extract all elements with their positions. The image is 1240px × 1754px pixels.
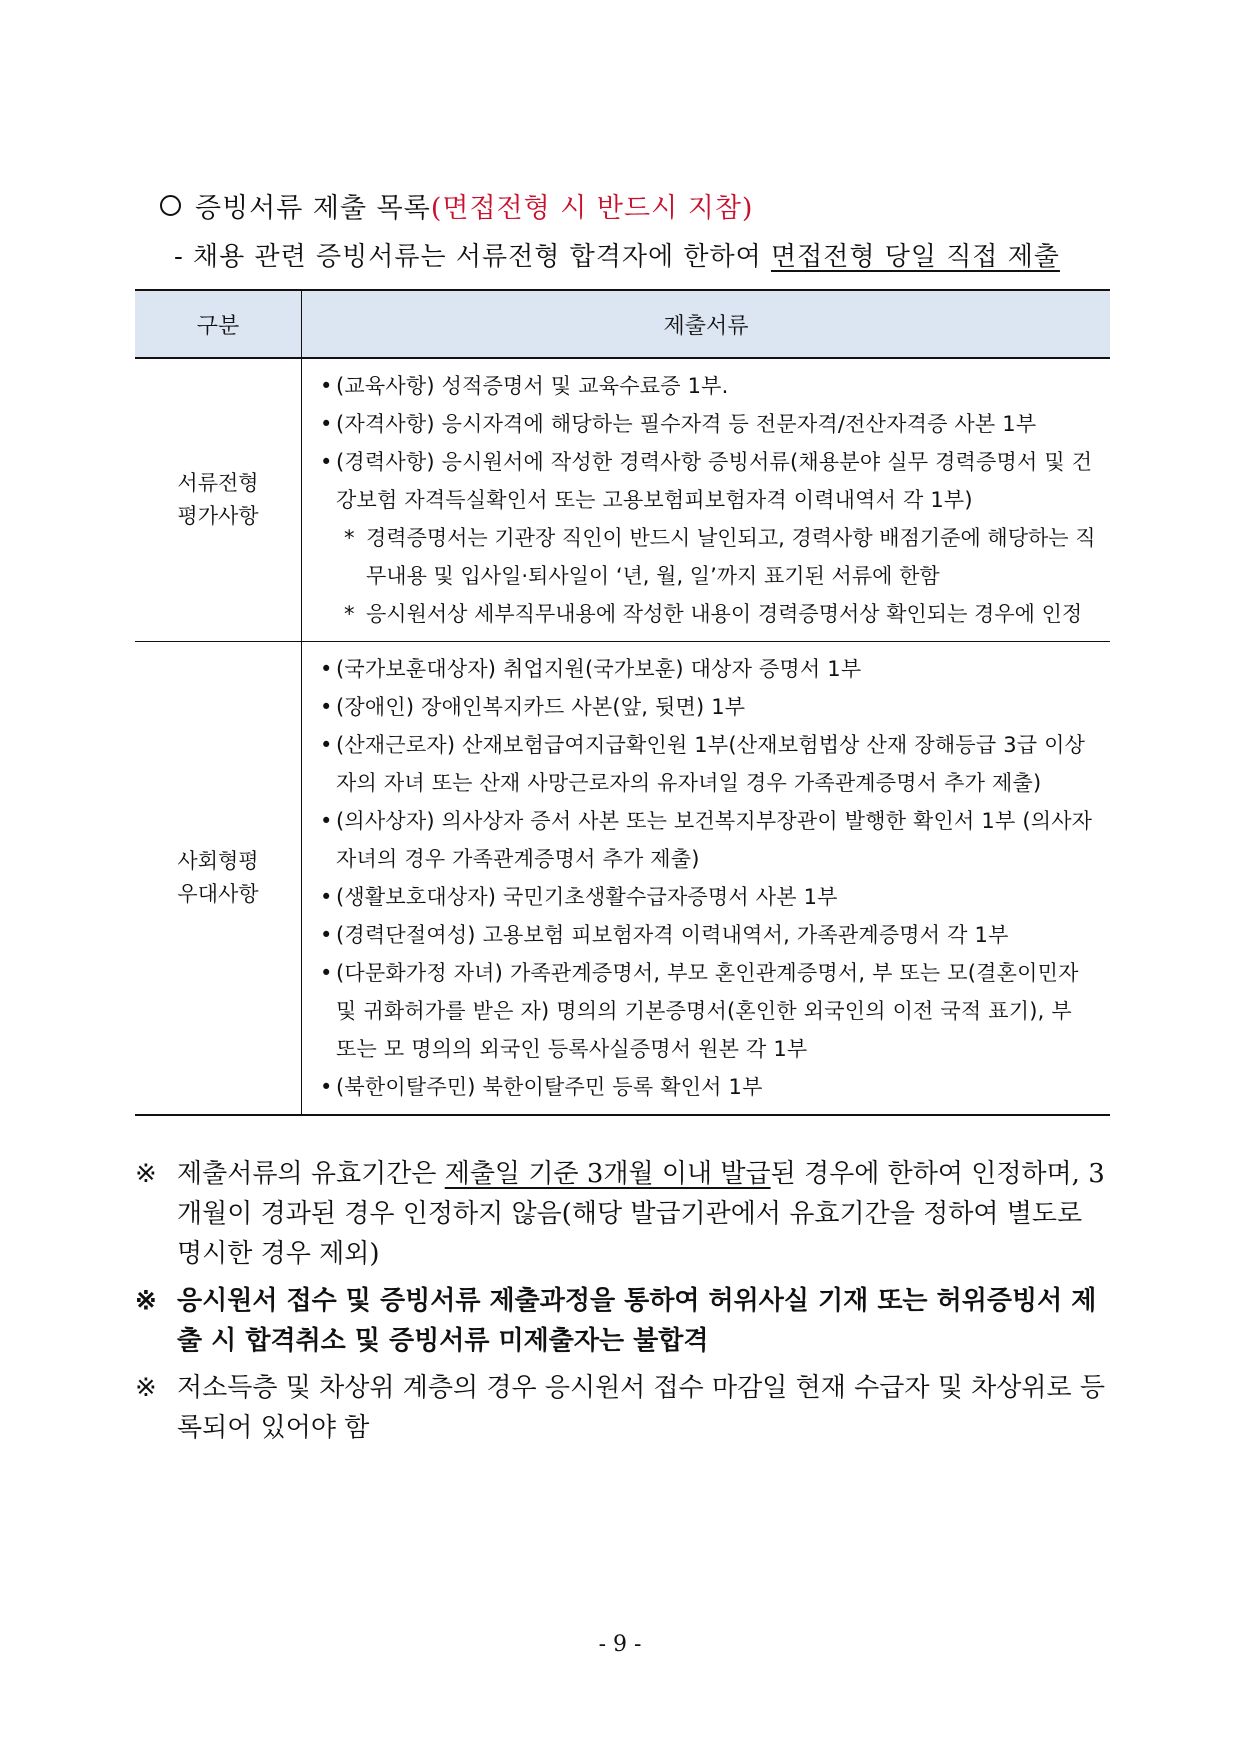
circle-bullet-icon (160, 195, 181, 216)
header-documents: 제출서류 (302, 290, 1111, 358)
items-cell (302, 642, 1111, 1116)
reference-mark-icon: ※ (135, 1286, 157, 1316)
documents-table (135, 289, 1110, 1116)
page-number: - 9 - (598, 1632, 642, 1657)
note-item: * 경력증명서는 기관장 직인이 반드시 날인되고, 경력사항 배점기준에 해당하는 직무내용 및 입사일·퇴사일이 ‘년, 월, 일’까지 표기된 서류에 한함 (320, 519, 1096, 595)
table-row (135, 642, 1110, 1116)
section-subheading (174, 236, 1060, 273)
items-cell (302, 358, 1111, 642)
list-item: • (산재근로자) 산재보험급여지급확인원 1부(산재보험법상 산재 장해등급 3급 이상자의 자녀 또는 산재 사망근로자의 유자녀일 경우 가족관계증명서 추가 제출) (320, 726, 1096, 802)
category-line: 사회형평 (177, 849, 259, 873)
list-item: • (생활보호대상자) 국민기초생활수급자증명서 사본 1부 (320, 878, 1096, 916)
category-cell (135, 642, 302, 1116)
header-category: 구분 (135, 290, 302, 358)
reference-mark-icon: ※ (135, 1159, 157, 1189)
category-line: 평가사항 (177, 504, 259, 528)
list-item: • (북한이탈주민) 북한이탈주민 등록 확인서 1부 (320, 1068, 1096, 1106)
remark-text: 저소득층 및 차상위 계층의 경우 응시원서 접수 마감일 현재 수급자 및 차상위로 등록되어 있어야 함 (177, 1373, 1106, 1443)
list-item: • (국가보훈대상자) 취업지원(국가보훈) 대상자 증명서 1부 (320, 650, 1096, 688)
category-line: 우대사항 (177, 882, 259, 906)
list-item: • (경력사항) 응시원서에 작성한 경력사항 증빙서류(채용분야 실무 경력증명서 및 건강보험 자격득실확인서 또는 고용보험피보험자격 이력내역서 각 1부) (320, 443, 1096, 519)
remark-validity (135, 1154, 1110, 1274)
list-item: • (의사상자) 의사상자 증서 사본 또는 보건복지부장관이 발행한 확인서 1부 (의사자 자녀의 경우 가족관계증명서 추가 제출) (320, 802, 1096, 878)
remark-false-info (135, 1281, 1110, 1361)
section-heading (160, 186, 753, 225)
list-item: • (다문화가정 자녀) 가족관계증명서, 부모 혼인관계증명서, 부 또는 모(결혼이민자 및 귀화허가를 받은 자) 명의의 기본증명서(혼인한 외국인의 이전 국적 표기), 부 또는 모 명의의 외국인 등록사실증명서 원본 각 1부 (320, 954, 1096, 1068)
remark-text (135, 1154, 1110, 1274)
reference-mark-icon: ※ (135, 1373, 157, 1403)
remark-low-income (135, 1368, 1110, 1448)
heading-emphasis: (면접전형 시 반드시 지참) (430, 193, 754, 224)
category-line: 서류전형 (177, 471, 259, 495)
list-item: • (자격사항) 응시자격에 해당하는 필수자격 등 전문자격/전산자격증 사본 1부 (320, 405, 1096, 443)
subheading-text: - 채용 관련 증빙서류는 서류전형 합격자에 한하여 (174, 242, 771, 272)
table-row (135, 358, 1110, 642)
remark-text-part: 된 경우에 한하여 인정하며, 3개월이 경과된 경우 인정하지 않음(해당 발급기관에서 유효기간을 정하여 별도로 명시한 경우 제외) (177, 1159, 1105, 1269)
heading-title: 증빙서류 제출 목록 (195, 193, 431, 224)
category-cell (135, 358, 302, 642)
remark-underlined: 제출일 기준 3개월 이내 발급 (444, 1159, 771, 1189)
list-item: • (교육사항) 성적증명서 및 교육수료증 1부. (320, 367, 1096, 405)
remark-text: 응시원서 접수 및 증빙서류 제출과정을 통하여 허위사실 기재 또는 허위증빙서 제출 시 합격취소 및 증빙서류 미제출자는 불합격 (177, 1286, 1097, 1356)
subheading-underlined: 면접전형 당일 직접 제출 (770, 242, 1060, 272)
table-header-row (135, 290, 1110, 358)
remark-text-part: 제출서류의 유효기간은 (177, 1159, 445, 1189)
note-item: * 응시원서상 세부직무내용에 작성한 내용이 경력증명서상 확인되는 경우에 인정 (320, 595, 1096, 633)
list-item: • (장애인) 장애인복지카드 사본(앞, 뒷면) 1부 (320, 688, 1096, 726)
list-item: • (경력단절여성) 고용보험 피보험자격 이력내역서, 가족관계증명서 각 1부 (320, 916, 1096, 954)
